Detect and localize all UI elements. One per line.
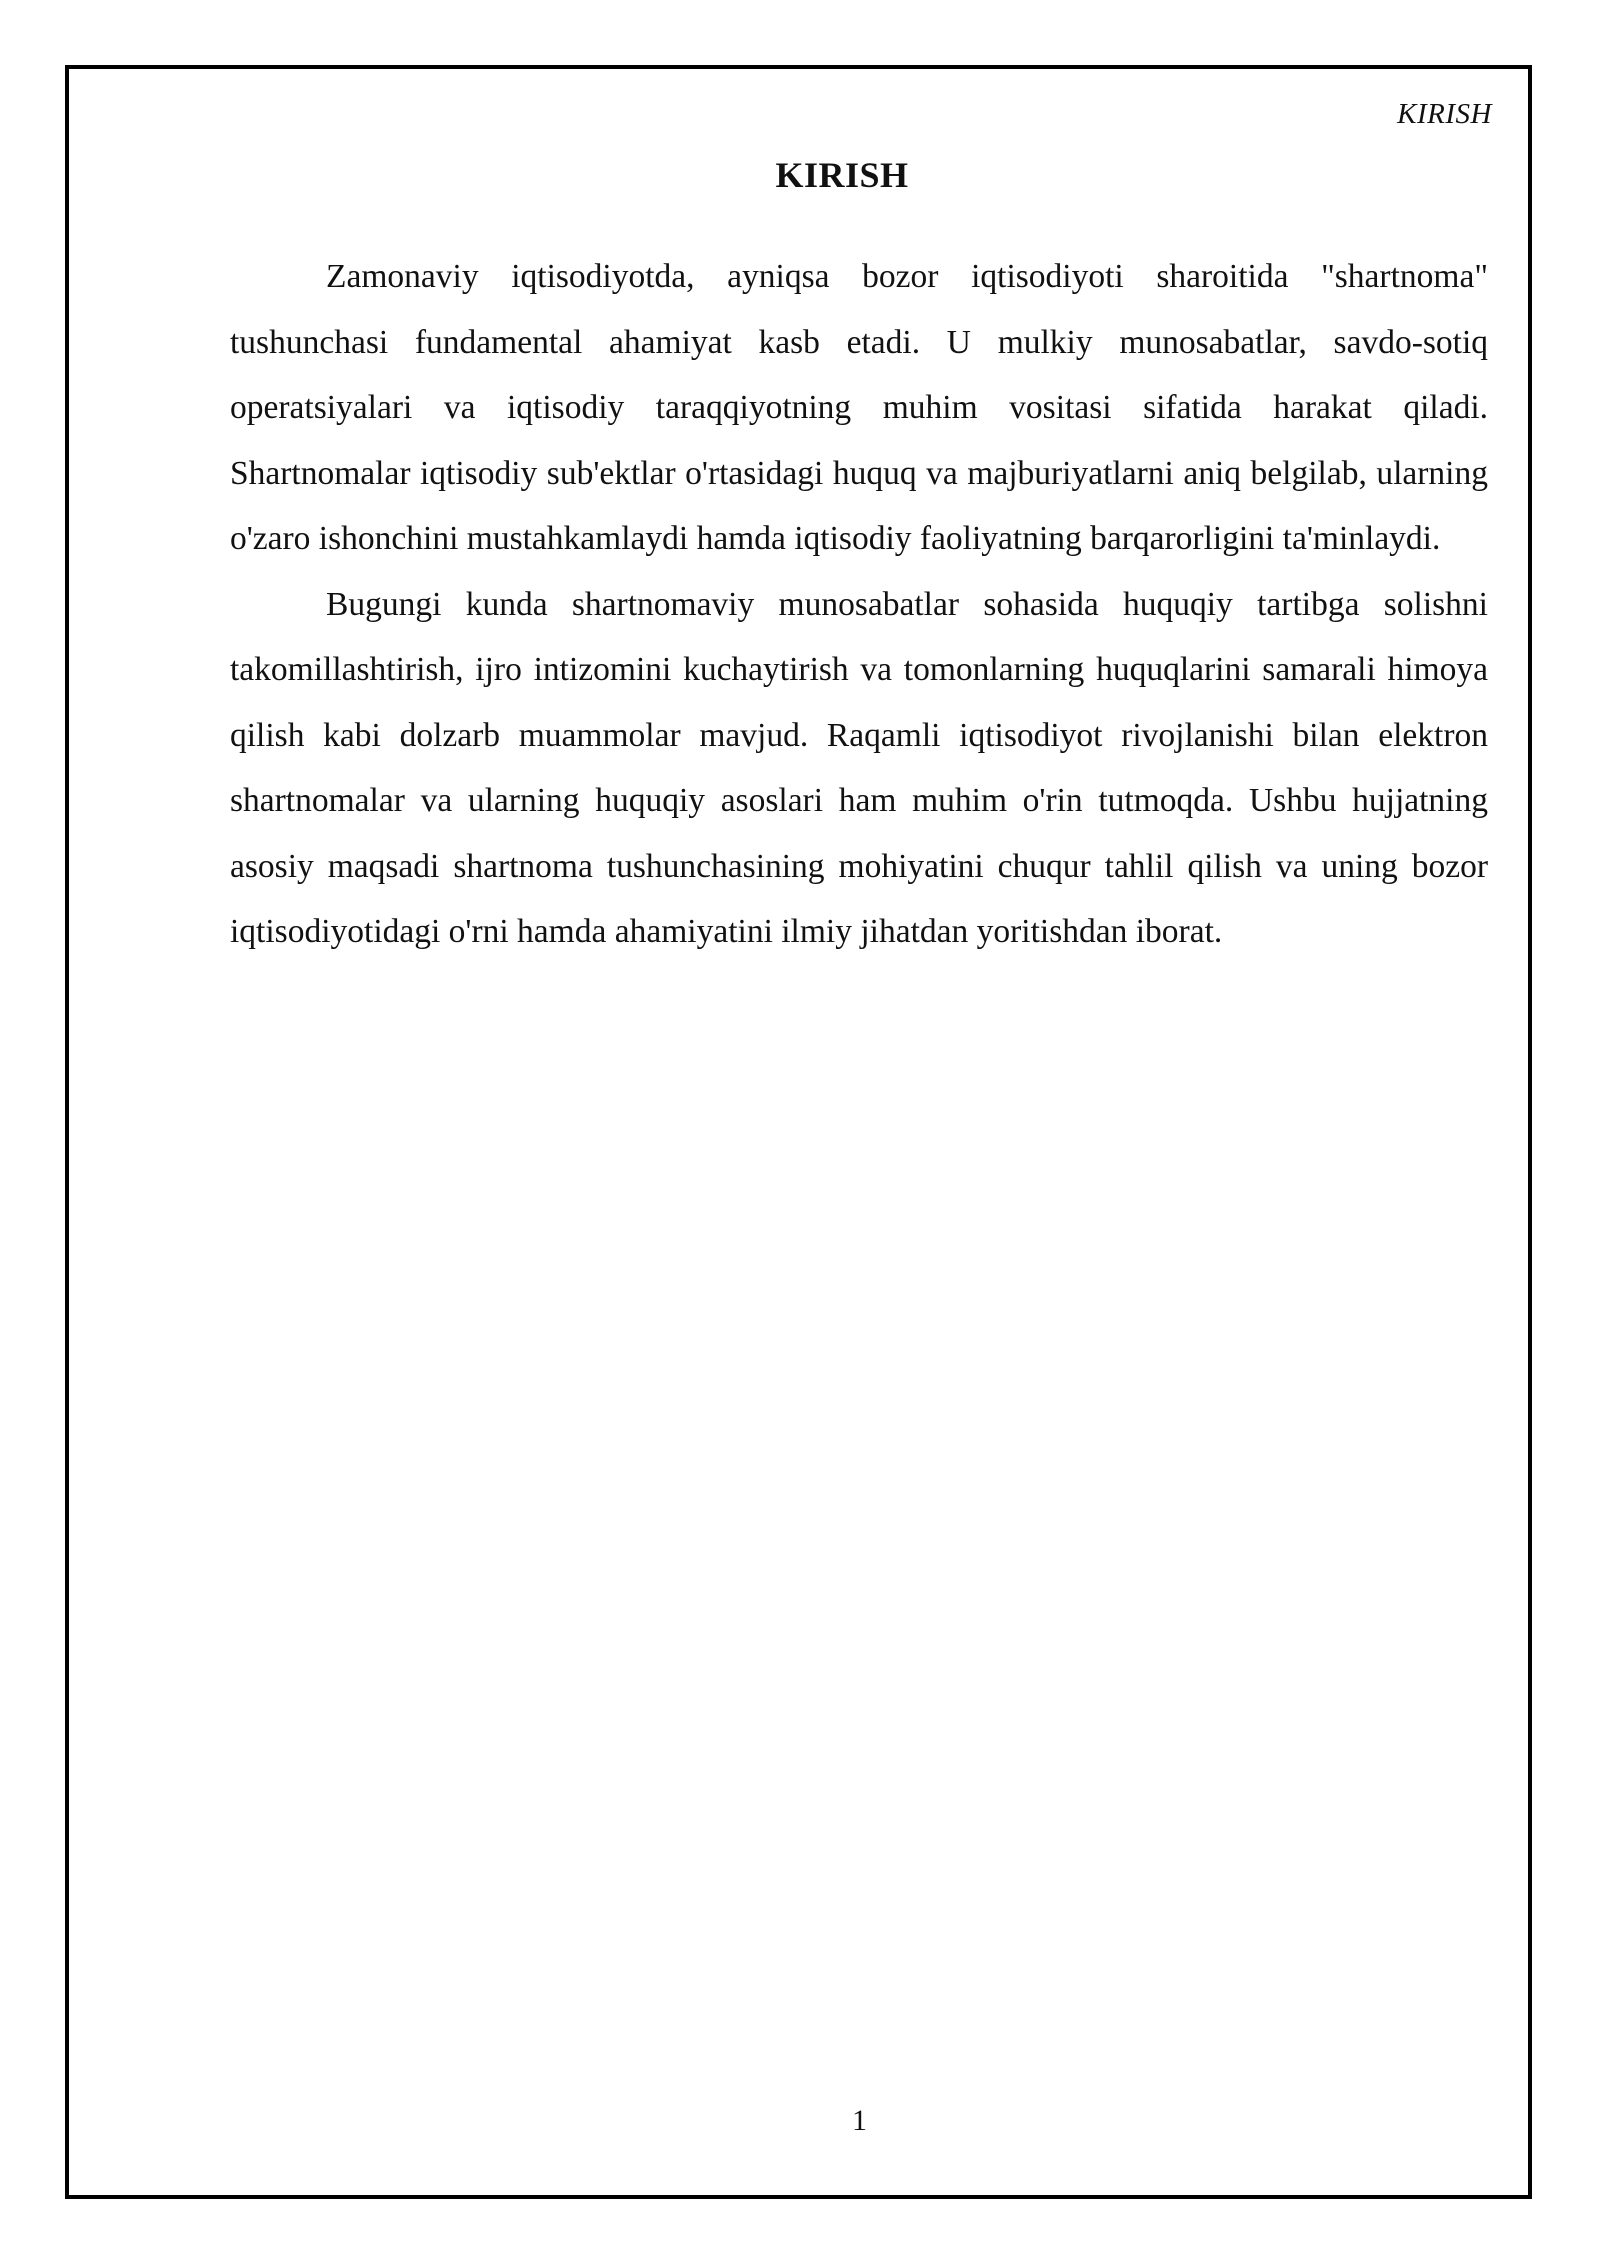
document-title: KIRISH xyxy=(775,155,909,195)
body-paragraph: Bugungi kunda shartnomaviy munosabatlar sohasida huquqiy tartibga solishni takomillashtirish, ijro intizomini kuchaytirish va tomonlarning huquqlarini samarali himoya qilish kabi dolzarb muammolar mavjud. Raqamli iqtisodiyot rivojlanishi bilan elektron shartnomalar va ularning huquqiy asoslari ham muhim o'rin tutmoqda. Ushbu hujjatning asosiy maqsadi shartnoma tushunchasining mohiyatini chuqur tahlil qilish va uning bozor iqtisodiyotidagi o'rni hamda ahamiyatini ilmiy jihatdan yoritishdan iborat. xyxy=(230,585,1488,950)
document-body xyxy=(230,244,1488,965)
body-paragraph: Zamonaviy iqtisodiyotda, ayniqsa bozor iqtisodiyoti sharoitida "shartnoma" tushunchasi fundamental ahamiyat kasb etadi. U mulkiy munosabatlar, savdo-sotiq operatsiyalari va iqtisodiy taraqqiyotning muhim vositasi sifatida harakat qiladi. Shartnomalar iqtisodiy sub'ektlar o'rtasidagi huquq va majburiyatlarni aniq belgilab, ularning o'zaro ishonchini mustahkamlaydi hamda iqtisodiy faoliyatning barqarorligini ta'minlaydi. xyxy=(230,258,1488,557)
page-number: 1 xyxy=(852,2104,867,2137)
running-header: KIRISH xyxy=(1397,98,1492,130)
